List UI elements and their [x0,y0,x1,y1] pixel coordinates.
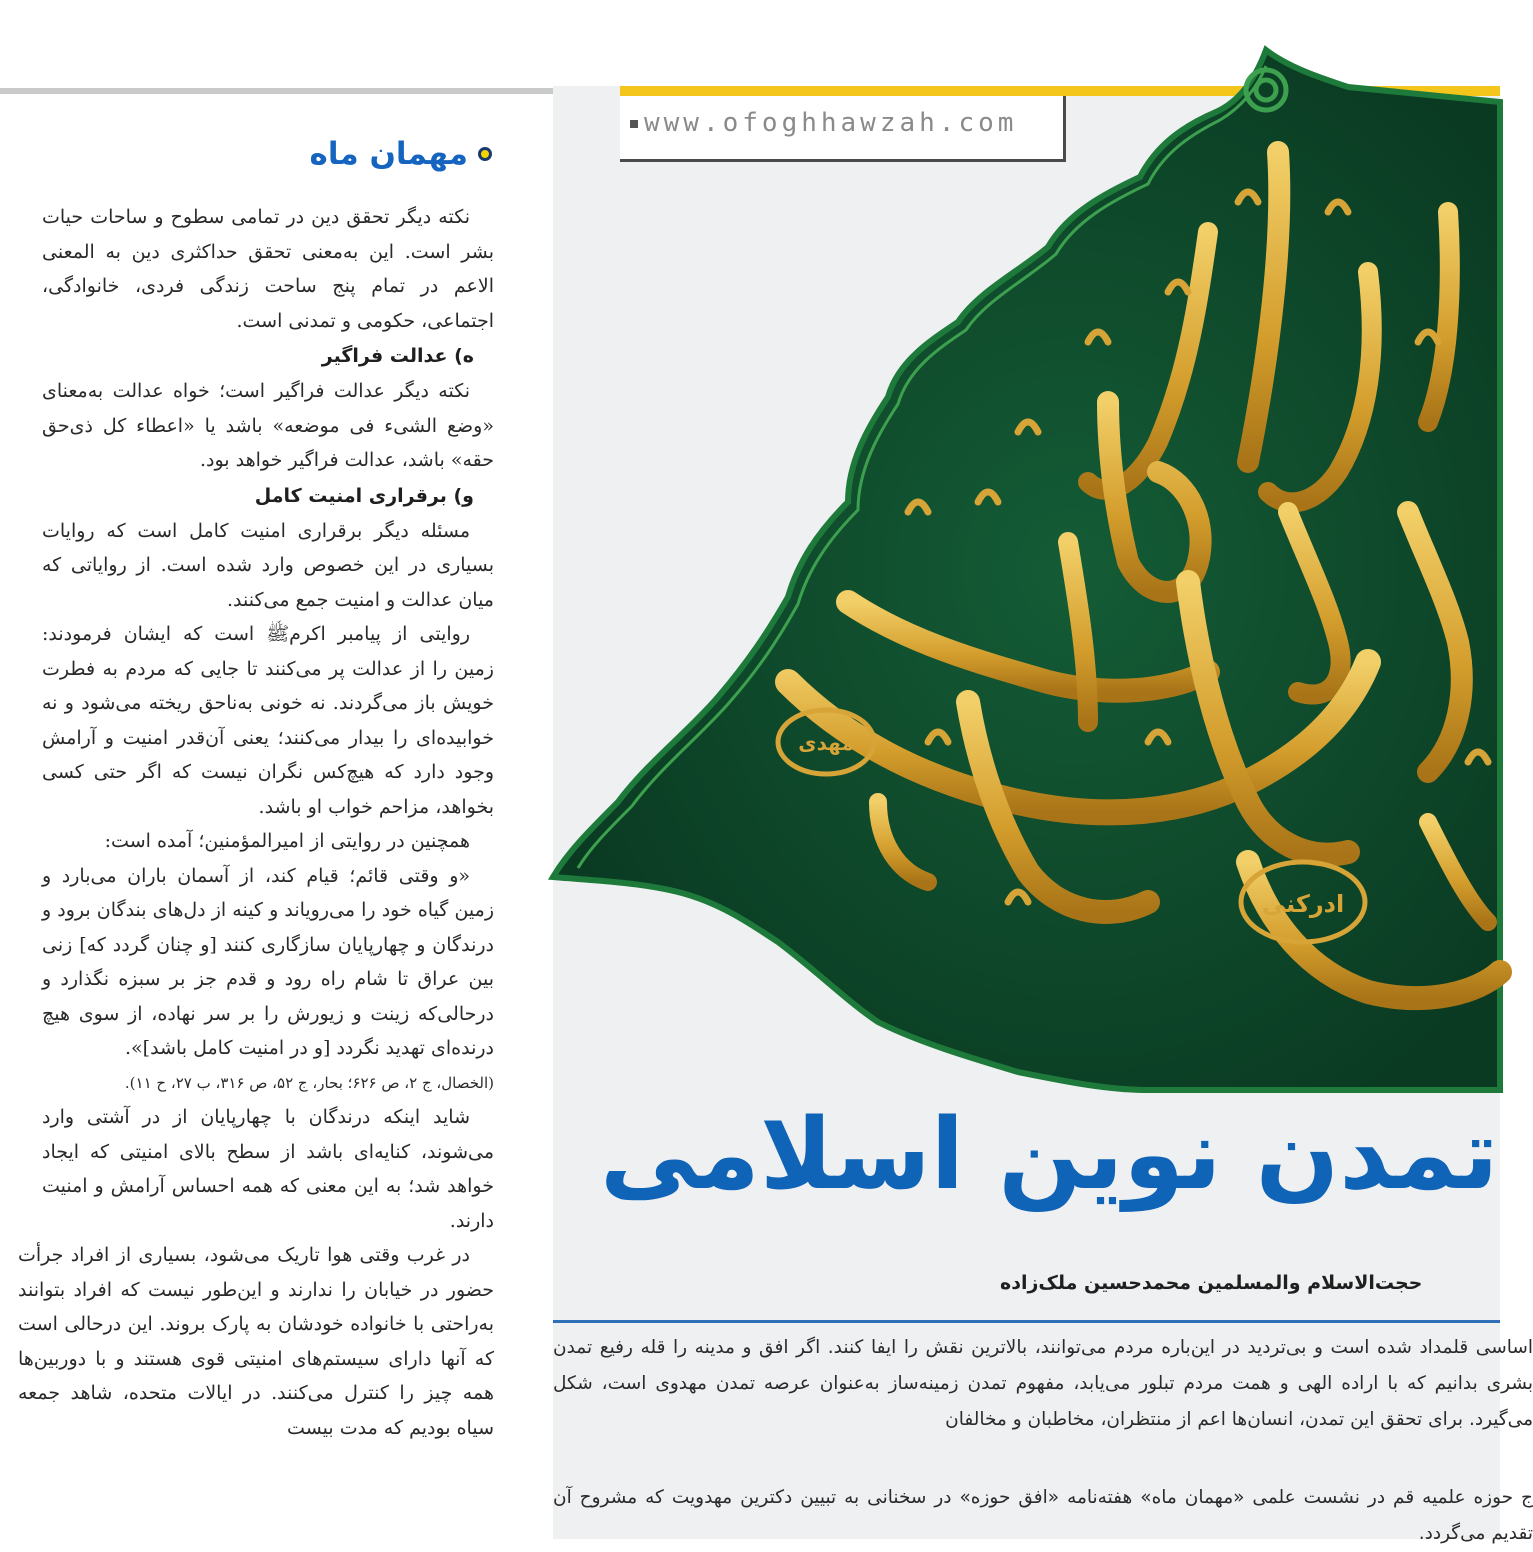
website-url-text: www.ofoghhawzah.com [644,108,1018,138]
author-line [1000,1272,1520,1312]
article-column [18,200,494,1539]
mahdi-calligraphy-emblem [548,42,1500,1092]
author-name: حجت‌الاسلام والمسلمین محمدحسین ملک‌زاده [1000,1272,1423,1294]
article-paragraph: نکته دیگر عدالت فراگیر است؛ خواه عدالت به‌معنای «وضع الشیء فی موضعه» باشد یا «اعطاء کل ذی‌حق حقه» باشد، عدالت فراگیر خواهد بود. [42,380,494,471]
article-paragraph: در غرب وقتی هوا تاریک می‌شود، بسیاری از افراد جرأت حضور در خیابان را ندارند و این‌طور نیست که افراد بتوانند به‌راحتی با خانواده خودشان به پارک بروند. این درحالی است که آنها دارای سیستم‌های امنیتی قوی هستند و با دوربین‌ها همه چیز را کنترل می‌کنند. در ایالات متحده، شاهد جمعه سیاه بودیم که مدت بیست [18,1244,494,1439]
article-paragraph: مسئله دیگر برقراری امنیت کامل است که روایات بسیاری در این خصوص وارد شده است. از روایاتی که میان عدالت و امنیت جمع می‌کنند. [42,519,494,611]
article-paragraph: «و وقتی قائم؛ قیام کند، از آسمان باران می‌بارد و زمین گیاه خود را می‌رویاند و کینه از دل‌های بندگان برود و درندگان و چهارپایان سازگاری کنند [و چنان گردد که] زنی بین عراق تا شام راه رود و قدم جز بر سبزه نگذارد و درحالی‌که زینت و زیورش را بر سر نهاده، از سوی هیچ درنده‌ای تهدید نگردد [و در امنیت کامل باشد]». [42,864,494,1059]
intro-text: ج حوزه علمیه قم در نشست علمی «مهمان ماه» هفته‌نامه «افق حوزه» در سخنانی به تبیین دکترین مهدویت که مشروح آن تقدیم می‌گردد. [553,1487,1533,1544]
emblem-seal-left-text: مهدی [798,731,854,755]
intro-paragraph [553,1480,1533,1544]
feature-title-text: تمدن نوین اسلامی [600,1098,1499,1212]
article-paragraph: روایتی از پیامبر اکرمﷺ است که ایشان فرمودند: زمین را از عدالت پر می‌کنند تا جایی که مردم به فطرت خویش باز می‌گردند. نه خونی به‌ناحق ریخته می‌شود و نه خوابیده‌ای را بیدار می‌کنند؛ یعنی آن‌قدر امنیت و آرامش وجود دارد که هیچ‌کس نگران نیست که اگر حتی کسی بخواهد، مزاحم خواب او باشد. [42,623,494,818]
section-header [260,132,492,176]
citation: (الخصال، ج ۲، ص ۶۲۶؛ بحار، ج ۵۲، ص ۳۱۶، ب ۲۷، ح ۱۱). [124,1073,494,1092]
subheading: ه) عدالت فراگیر [321,345,474,367]
lead-text: اساسی قلمداد شده است و بی‌تردید در این‌باره مردم می‌توانند، بالاترین نقش را ایفا کنند. اگر افق و مدینه را قله رفیع تمدن بشری بدانیم که با اراده الهی و همت مردم تبلور می‌یابد، مفهوم تمدن زمینه‌ساز به‌عنوان عرصه تمدن مهدوی است، شکل می‌گیرد. برای تحقق این تمدن، انسان‌ها اعم از منتظران، مخاطبان و مخالفان [553,1337,1533,1430]
section-title: مهمان ماه [309,136,468,172]
title-divider [553,1320,1500,1323]
feature-title [600,1080,1500,1230]
lead-paragraph [553,1330,1533,1442]
emblem-seal-bottom-text: ادرکنی [1261,890,1345,918]
article-paragraph: شاید اینکه درندگان با چهارپایان از در آشتی وارد می‌شوند، کنایه‌ای باشد از سطح بالای امنیتی که ایجاد خواهد شد؛ به این معنی که همه احساس آرامش و امنیت دارند. [42,1106,494,1232]
section-bullet-icon [478,147,492,161]
subheading: و) برقراری امنیت کامل [254,484,474,507]
article-paragraph: همچنین در روایتی از امیرالمؤمنین؛ آمده است: [104,830,470,852]
emblem-border [553,50,1500,1090]
article-paragraph: نکته دیگر تحقق دین در تمامی سطوح و ساحات حیات بشر است. این به‌معنی تحقق حداکثری دین به المعنی الاعم در تمام پنج ساحت زندگی فردی، خانوادگی، اجتماعی، حکومی و تمدنی است. [42,206,494,332]
